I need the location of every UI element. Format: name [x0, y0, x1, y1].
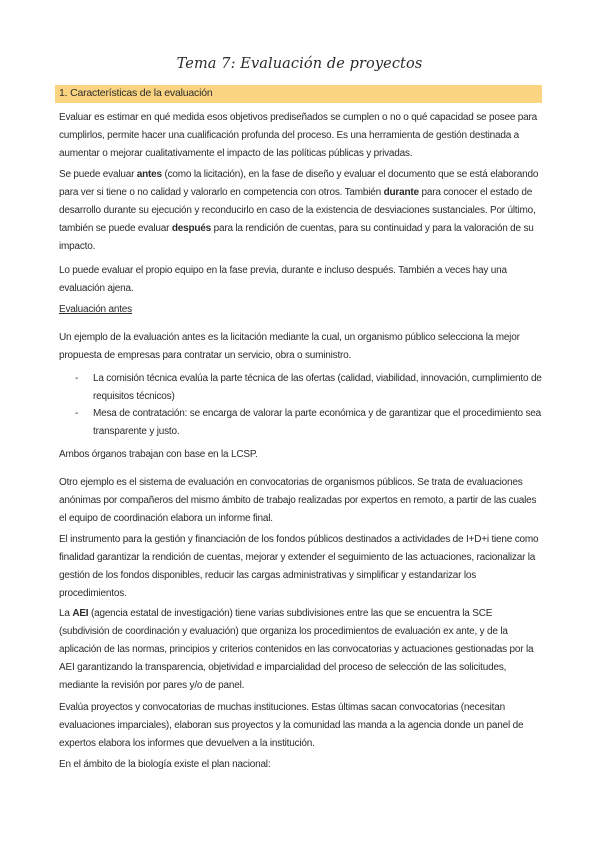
- bold-antes: antes: [136, 169, 162, 180]
- paragraph-lcsp: Ambos órganos trabajan con base en la LCSP.: [59, 449, 258, 460]
- list-bullet: -: [75, 408, 79, 419]
- paragraph-timing: [59, 166, 543, 256]
- text-run: Se puede evaluar: [59, 169, 137, 180]
- list-bullet: -: [75, 373, 79, 384]
- paragraph-convocatorias: Otro ejemplo es el sistema de evaluación en convocatorias de organismos públicos. Se trata de evaluaciones anónimas por compañeros del mismo ámbito de trabajo realizadas por expertos en remoto, a partir de las cuales el equipo de coordinación elabora un informe final.: [59, 477, 537, 524]
- section-heading: 1. Características de la evaluación: [59, 87, 213, 99]
- paragraph-licitacion: Un ejemplo de la evaluación antes es la licitación mediante la cual, un organismo público selecciona la mejor propuesta de empresas para contratar un servicio, obra o suministro.: [59, 332, 520, 361]
- text-run: para conocer el estado de desarrollo durante su ejecución y reconducirlo en caso de la existencia de desviaciones sustanciales. Por último, también se puede evaluar: [59, 187, 536, 234]
- paragraph-aei: [59, 605, 543, 695]
- document-title: Tema 7: Evaluación de proyectos: [176, 56, 423, 72]
- paragraph-evalua-proyectos: Evalúa proyectos y convocatorias de muchas instituciones. Estas últimas sacan convocatorias (necesitan evaluaciones imparciales), elaboran sus proyectos y la comunidad las manda a la agencia donde un panel de expertos elabora los informes que devuelven a la institución.: [59, 702, 524, 749]
- text-run: La: [59, 608, 73, 619]
- text-run: para la rendición de cuentas, para su continuidad y para la valoración de su impacto.: [59, 223, 534, 252]
- bold-aei: AEI: [72, 608, 89, 619]
- subheading-evaluacion-antes: Evaluación antes: [59, 304, 132, 315]
- list-item: La comisión técnica evalúa la parte técnica de las ofertas (calidad, viabilidad, innovación, cumplimiento de requisitos técnicos): [93, 373, 542, 402]
- text-run: (como la licitación), en la fase de diseño y evaluar el documento que se está elaborando para ver si tiene o no calidad y valorarlo en competencia con otros. También: [59, 169, 539, 198]
- text-run: (agencia estatal de investigación) tiene varias subdivisiones entre las que se encuentra la SCE (subdivisión de coordinación y evaluación) que organiza los procedimientos de evaluación ex ante, y de la aplicación de las normas, principios y criterios contenidos en las convocatorias y actuaciones gestionadas por la AEI garantizando la transparencia, objetividad e imparcialidad del proceso de selección de las solicitudes, mediante la revisión por pares y/o de panel.: [59, 608, 534, 691]
- list-item: Mesa de contratación: se encarga de valorar la parte económica y de garantizar que el procedimiento sea transparente y justo.: [93, 408, 542, 437]
- paragraph-instrumento: El instrumento para la gestión y financiación de los fondos públicos destinados a actividades de I+D+i tiene como finalidad garantizar la rendición de cuentas, mejorar y extender el seguimiento de las actuaciones, racionalizar la gestión de los fondos disponibles, reducir las cargas administrativas y simplificar y estandarizar los procedimientos.: [59, 534, 539, 599]
- section-heading-bar: [55, 85, 542, 103]
- bold-durante: durante: [383, 187, 419, 198]
- paragraph-who-evaluates: Lo puede evaluar el propio equipo en la fase previa, durante e incluso después. También a veces hay una evaluación ajena.: [59, 265, 507, 294]
- paragraph-plan-nacional: En el ámbito de la biología existe el plan nacional:: [59, 759, 271, 770]
- bold-despues: después: [171, 223, 212, 234]
- paragraph-definition: Evaluar es estimar en qué medida esos objetivos prediseñados se cumplen o no o qué capacidad se posee para cumplirlos, permite hacer una cualificación profunda del proceso. Es una herramienta de gestión destinada a aumentar o mejorar cualitativamente el impacto de las políticas públicas y privadas.: [59, 112, 538, 159]
